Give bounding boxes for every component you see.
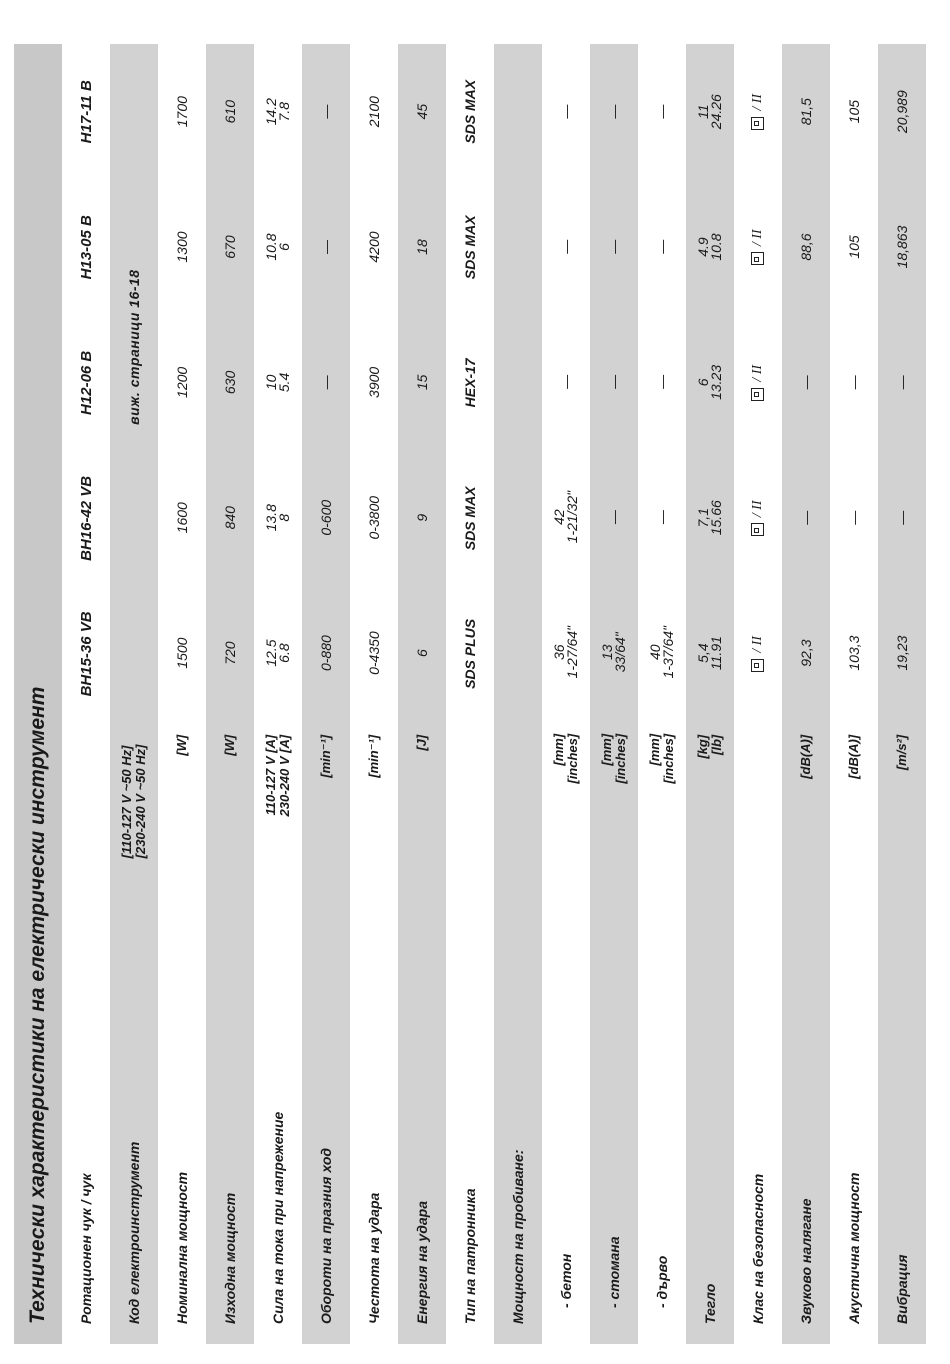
model-name: H13-05 B [77,215,95,280]
cell-value: — [605,374,622,389]
cell-value: 840 [221,506,238,530]
cell-value: 1300 [173,231,190,263]
cell-value: / II [751,586,766,722]
row-current [254,44,302,1344]
cell-value: 88,6 [797,233,814,261]
row-label: Енергия на удара [414,1201,430,1324]
cell-value: — [653,104,670,119]
cell-value: — [653,510,670,525]
cell-value: 42 1-21/32" [551,490,580,544]
cell-value: / II [751,315,766,451]
cell-value: — [893,375,910,390]
cell-value: 10 5.4 [263,372,292,393]
row-drilling-capacity [494,44,542,1344]
cell-value: — [605,510,622,525]
row-label: - стомана [606,1236,622,1308]
cell-value: — [557,104,574,119]
cell-value: — [845,375,862,390]
cell-value: / II [751,451,766,587]
cell-value: 12.5 6.8 [263,639,292,667]
cell-value: 81,5 [797,98,814,126]
row-label: Сила на тока при напрежение [270,1111,286,1324]
cell-value: SDS MAX [461,79,478,144]
row-impact-rate [350,44,398,1344]
row-unit: [dB(A)] [846,734,861,779]
row-label: Тегло [702,1283,718,1324]
cell-value: 15 [413,374,430,391]
double-insulation-icon [751,523,764,536]
cell-value: 6 [413,649,430,657]
row-steel [590,44,638,1344]
spec-table [14,44,926,1344]
cell-value: SDS MAX [461,486,478,551]
cell-value: — [653,374,670,389]
double-insulation-icon [751,117,764,130]
row-label: Изходна мощност [222,1192,238,1324]
row-unit: [mm] [inches] [647,733,676,784]
cell-value: 14.2 7.8 [263,98,292,126]
row-label: Акустична мощност [846,1172,862,1324]
row-acoustic-power [830,44,878,1344]
cell-value: — [557,239,574,254]
cell-value: 2100 [365,96,382,128]
cell-value: SDS PLUS [461,618,478,689]
row-weight [686,44,734,1344]
row-unit: [kg] [lb] [695,734,724,759]
row-sound-pressure [782,44,830,1344]
row-label: Честота на удара [366,1192,382,1324]
row-unit: [W] [174,734,189,756]
row-label: - бетон [558,1253,574,1308]
cell-value: 0-4350 [365,631,382,675]
cell-value: — [605,104,622,119]
row-code [110,44,158,1344]
cell-value: — [797,510,814,525]
row-label: Код електроинструмент [126,1141,142,1324]
row-label: Номинална мощност [174,1171,190,1324]
cell-value: 36 1-27/64" [551,626,580,679]
row-unit: [W] [222,734,237,756]
cell-value: 105 [845,99,862,124]
header-label: Ротационен чук / чук [78,1173,94,1324]
row-unit [264,721,292,908]
row-unit: [min⁻¹] [366,734,381,778]
cell-value: 0-600 [317,499,334,536]
cell-value: 630 [221,370,238,395]
cell-value: / II [751,180,766,316]
unit-line: 110-127 V [A] [263,734,278,816]
model-name: H17-11 B [77,80,95,144]
row-label: - дърво [654,1255,670,1308]
row-chuck-type [446,44,494,1344]
model-name: BH15-36 VB [77,611,95,697]
cell-value: HEX-17 [461,358,478,408]
cell-value: 105 [845,235,862,259]
row-unit: [mm] [inches] [599,733,628,784]
cell-value: 1600 [173,502,190,534]
cell-value: — [845,510,862,525]
double-insulation-icon [751,252,764,265]
row-label: Звуково налягане [798,1198,814,1324]
row-label: Вибрация [894,1254,910,1324]
cell-value: 6 13.23 [695,364,724,400]
cell-value: 11 24.26 [695,94,724,130]
row-label: Обороти на празния ход [318,1147,334,1324]
double-insulation-icon [751,388,764,401]
cell-value: 7,1 15.66 [695,500,724,536]
row-label: Клас на безопасност [750,1173,766,1324]
row-unit: [min⁻¹] [318,734,333,778]
row-unit [120,650,148,858]
cell-value: — [893,510,910,525]
cell-value: — [317,104,334,119]
double-insulation-icon [751,659,764,672]
cell-value: 10.8 6 [263,233,292,261]
table-title: Технически характеристики на електрически инструмент [14,44,62,1344]
cell-value: 1200 [173,366,190,398]
cell-value: 18 [413,239,430,255]
cell-value: 610 [221,99,238,124]
model-name: BH16-42 VB [77,475,95,561]
row-unit: [m/s²] [894,734,909,771]
cell-value: — [317,240,334,255]
row-vibration [878,44,926,1344]
cell-value: 45 [413,103,430,120]
row-unit: [mm] [inches] [551,733,580,784]
cell-value: SDS MAX [461,215,478,280]
see-pages-note: виж. страници 16-18 [126,269,142,425]
cell-value: 19,23 [893,635,910,671]
row-unit: [dB(A)] [798,734,813,779]
cell-value: 3900 [365,366,382,398]
cell-value: 4200 [365,231,382,263]
cell-value: — [557,374,574,389]
row-output-power [206,44,254,1344]
row-nominal-power [158,44,206,1344]
row-impact-energy [398,44,446,1344]
row-idle-speed [302,44,350,1344]
row-wood [638,44,686,1344]
cell-value: 720 [221,641,238,665]
row-unit: [J] [414,734,429,751]
cell-value: / II [751,44,766,180]
cell-value: — [317,375,334,390]
model-name: H12-06 B [77,350,95,415]
cell-value: 13.8 8 [263,504,292,532]
cell-value: — [797,375,814,390]
unit-line: [110-127 V ~50 Hz] [119,745,134,859]
cell-value: 18,863 [893,225,910,269]
cell-value: 13 33/64" [599,632,628,673]
header-row [62,44,110,1344]
cell-value: — [605,239,622,254]
cell-value: 103,3 [845,635,862,671]
cell-value: 4.9 10.8 [695,233,724,261]
cell-value: 1500 [173,637,190,669]
cell-value: 1700 [173,96,190,128]
cell-value: 40 1-37/64" [647,626,676,679]
cell-value: 5,4 11.91 [695,636,724,671]
row-concrete [542,44,590,1344]
unit-line: [230-240 V ~50 Hz] [133,744,148,859]
cell-value: 0-3800 [365,495,382,540]
row-label: Мощност на пробиване: [510,1149,526,1324]
cell-value: 670 [221,235,238,259]
row-label: Тип на патронника [462,1188,478,1324]
unit-line: 230-240 V [A] [277,734,292,817]
cell-value: 20,989 [893,90,910,134]
row-safety-class [734,44,782,1344]
cell-value: — [653,239,670,254]
cell-value: 9 [413,513,430,522]
cell-value: 92,3 [797,639,814,667]
cell-value: 0-880 [317,635,334,672]
